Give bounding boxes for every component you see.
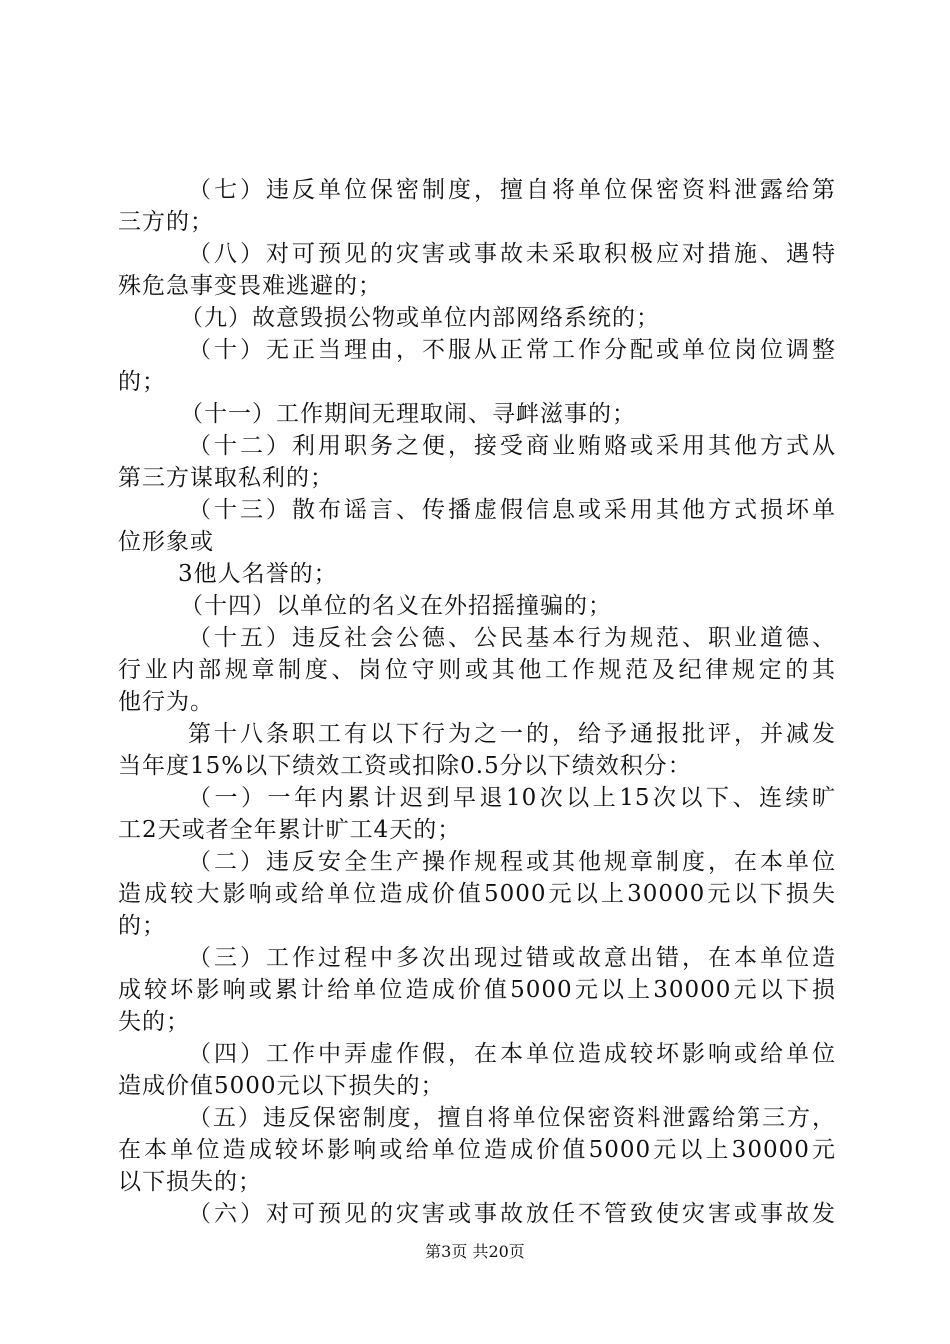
text-line: 三方的；: [118, 209, 214, 235]
text-line: （九）故意毁损公物或单位内部网络系统的；: [180, 305, 660, 331]
text-line: （五）违反保密制度，擅自将单位保密资料泄露给第三方，: [188, 1105, 836, 1131]
text-line: 的；: [118, 369, 166, 395]
text-line: 成较坏影响或累计给单位造成价值5000元以上30000元以下损: [118, 977, 836, 1003]
text-line: 当年度15%以下绩效工资或扣除0.5分以下绩效积分：: [118, 753, 692, 779]
text-line: 殊危急事变畏难逃避的；: [118, 273, 382, 299]
text-line: 的；: [118, 913, 166, 939]
text-line: （十二）利用职务之便，接受商业贿赂或采用其他方式从: [188, 433, 836, 459]
text-line: （十四）以单位的名义在外招摇撞骗的；: [180, 593, 612, 619]
text-line: 第三方谋取私利的；: [118, 465, 334, 491]
text-line: 造成价值5000元以下损失的；: [118, 1073, 445, 1099]
text-line: 位形象或: [118, 529, 214, 555]
text-line: （七）违反单位保密制度，擅自将单位保密资料泄露给第: [188, 177, 836, 203]
text-line: （四）工作中弄虚作假，在本单位造成较坏影响或给单位: [188, 1041, 836, 1067]
page-number-footer: 第3页 共20页: [425, 1242, 525, 1261]
text-line: 在本单位造成较坏影响或给单位造成价值5000元以上30000元: [118, 1137, 836, 1163]
text-line: 失的；: [118, 1009, 190, 1035]
text-line: 工2天或者全年累计旷工4天的；: [118, 817, 462, 843]
text-line: （十三）散布谣言、传播虚假信息或采用其他方式损坏单: [188, 497, 836, 523]
document-body: [118, 174, 836, 1230]
text-line: 3他人名誉的；: [178, 561, 338, 587]
text-line: 以下损失的；: [118, 1169, 262, 1195]
text-line: （八）对可预见的灾害或事故未采取积极应对措施、遇特: [188, 241, 836, 267]
text-line: 他行为。: [118, 689, 214, 715]
text-line: 行业内部规章制度、岗位守则或其他工作规范及纪律规定的其: [118, 657, 836, 683]
text-line: （十一）工作期间无理取闹、寻衅滋事的；: [180, 401, 636, 427]
text-line: （二）违反安全生产操作规程或其他规章制度，在本单位: [188, 849, 836, 875]
text-line: 造成较大影响或给单位造成价值5000元以上30000元以下损失: [118, 881, 836, 907]
text-line: 第十八条职工有以下行为之一的，给予通报批评，并减发: [188, 721, 836, 747]
text-line: （十五）违反社会公德、公民基本行为规范、职业道德、: [188, 625, 836, 651]
text-line: （六）对可预见的灾害或事故放任不管致使灾害或事故发: [188, 1201, 836, 1227]
text-line: （三）工作过程中多次出现过错或故意出错，在本单位造: [188, 945, 836, 971]
text-line: （十）无正当理由，不服从正常工作分配或单位岗位调整: [188, 337, 836, 363]
text-line: （一）一年内累计迟到早退10次以上15次以下、连续旷: [188, 785, 836, 811]
